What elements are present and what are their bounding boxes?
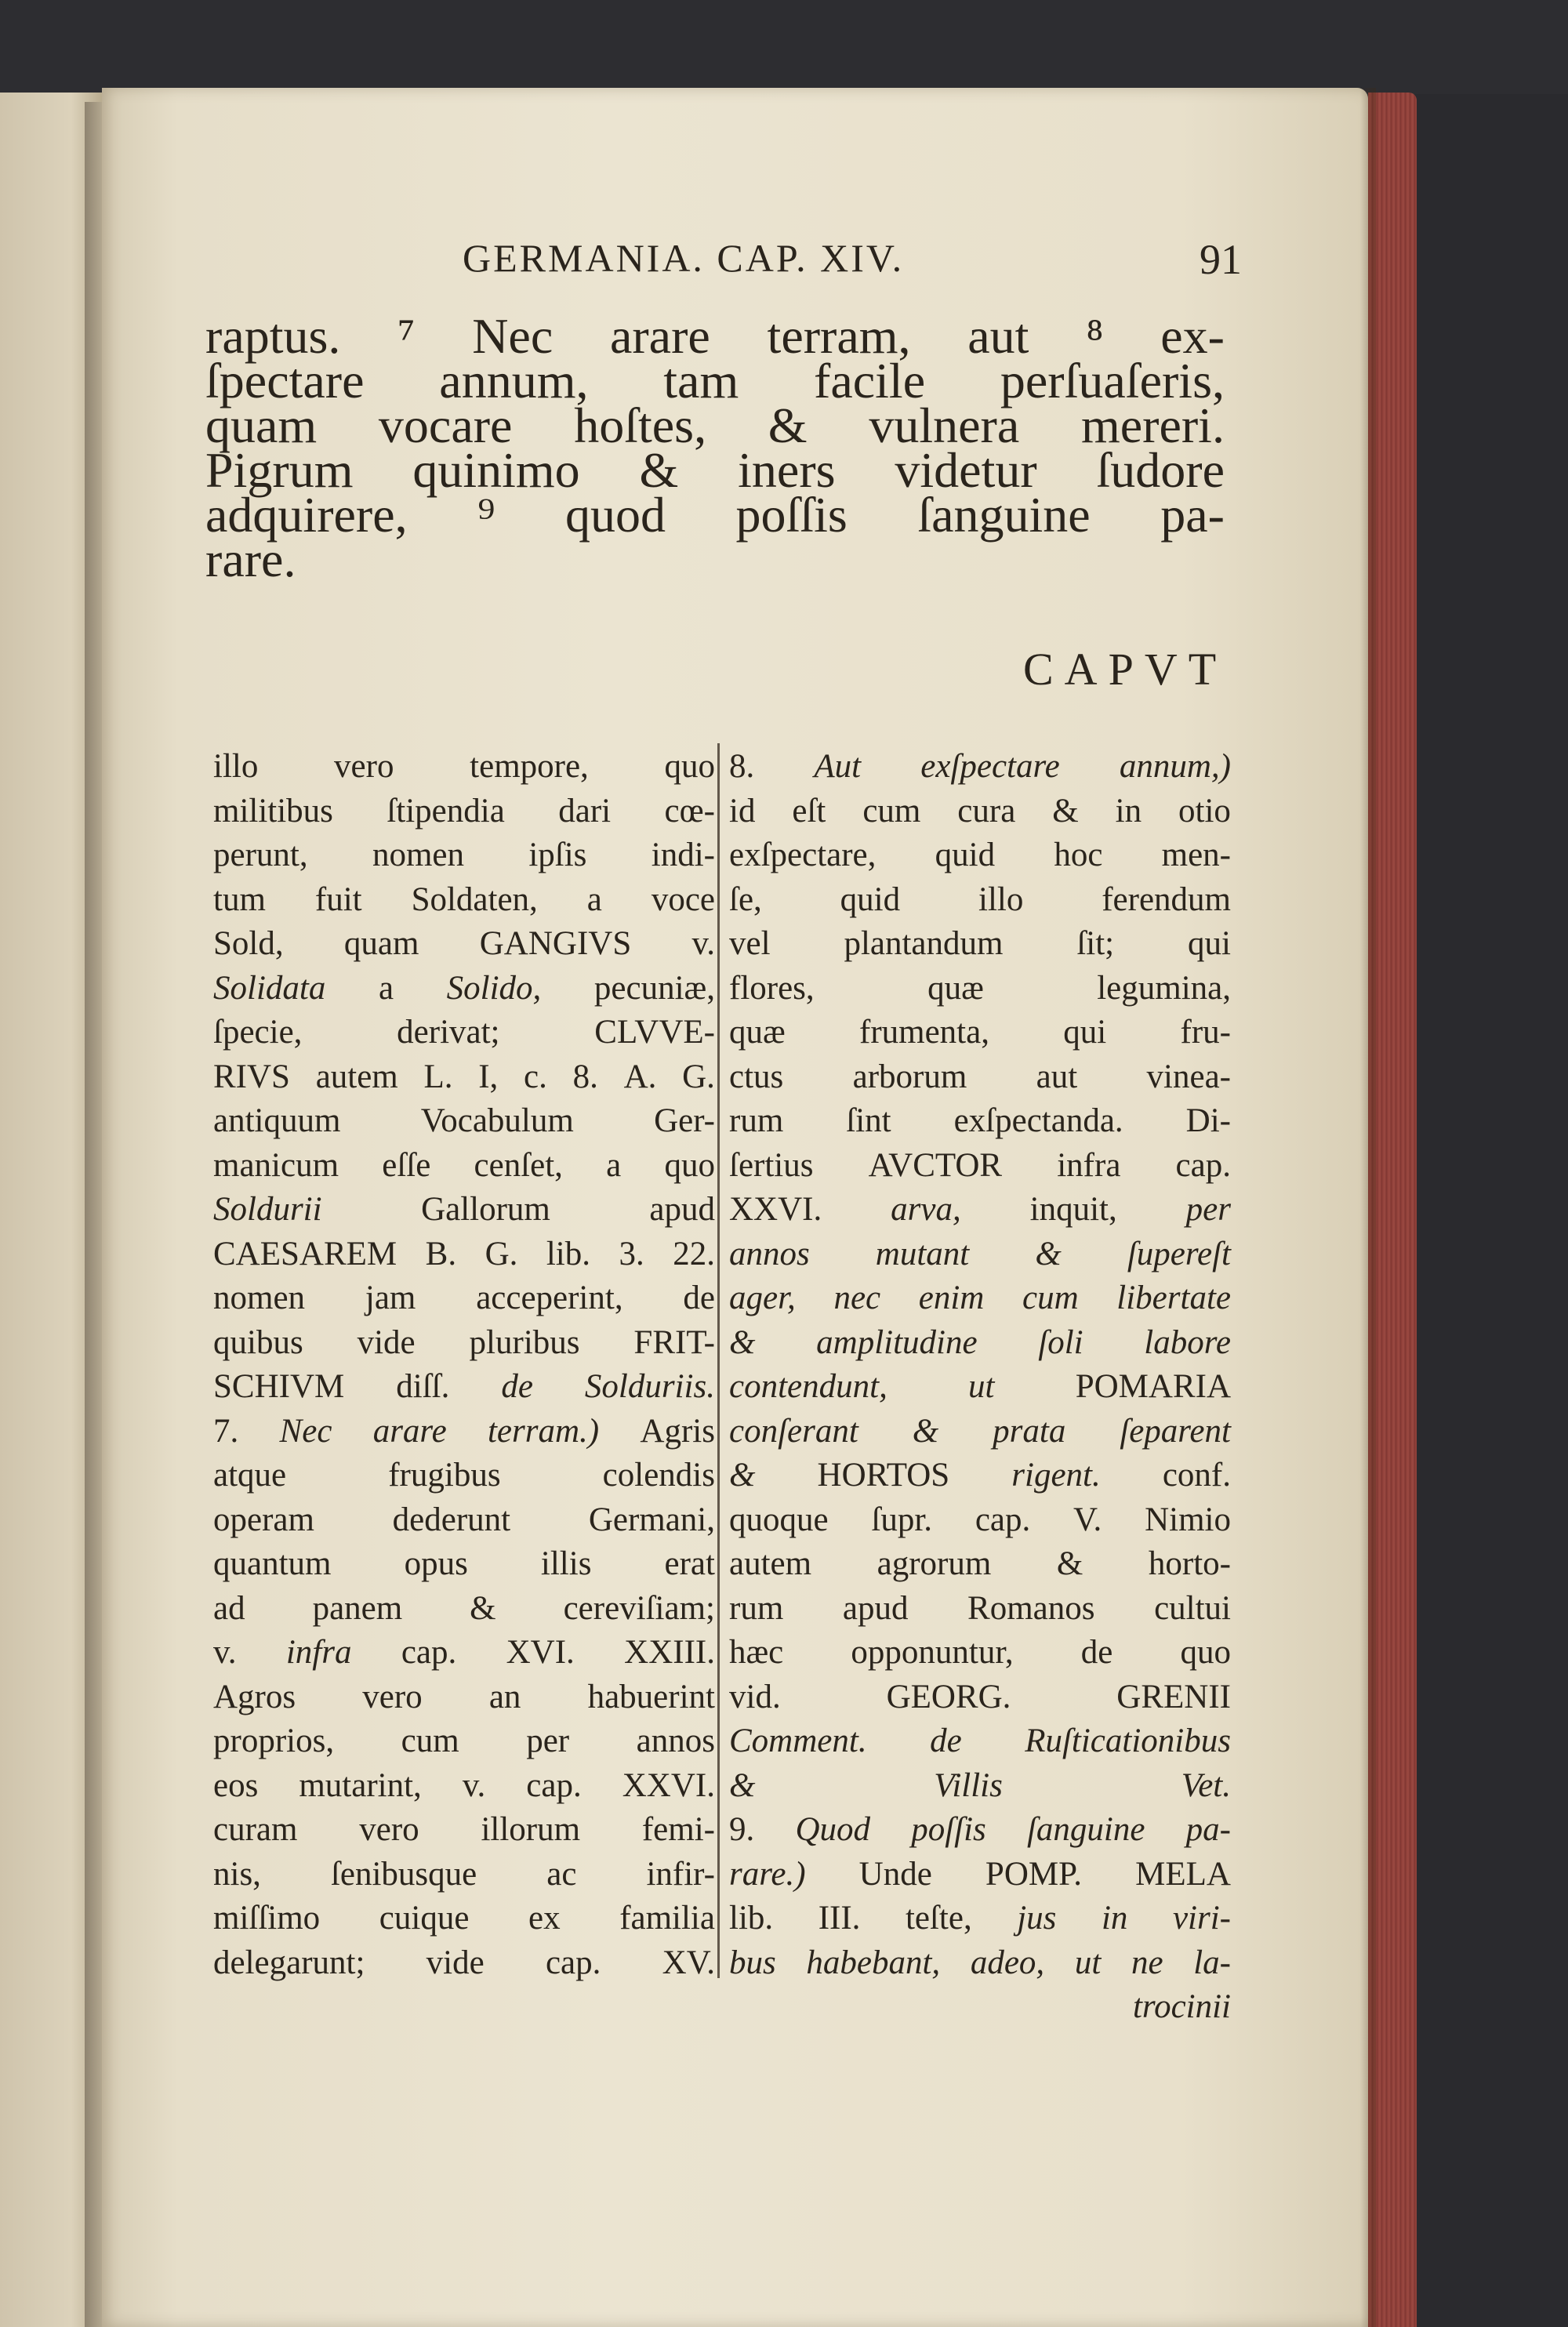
footnote-line: quibus vide pluribus FRIT-: [213, 1323, 715, 1361]
footnote-line: flores, quæ legumina,: [729, 969, 1231, 1007]
main-text-line: rare.: [205, 532, 296, 587]
footnote-line: quoque ſupr. cap. V. Nimio: [729, 1501, 1231, 1538]
footnote-line: RIVS autem L. I, c. 8. A. G.: [213, 1058, 715, 1095]
footnote-line: ſe, quid illo ferendum: [729, 880, 1231, 918]
footnote-line: & HORTOS rigent. conf.: [729, 1457, 1231, 1494]
footnote-line: v. infra cap. XVI. XXIII.: [213, 1634, 715, 1671]
catchword: CAPVT: [1023, 644, 1228, 695]
running-head: [463, 235, 1325, 298]
footnote-line: atque frugibus colendis: [213, 1457, 715, 1494]
footnote-line: lib. III. teſte, jus in viri-: [729, 1900, 1231, 1937]
footnote-line: & Villis Vet.: [729, 1766, 1231, 1804]
footnote-line: vid. GEORG. GRENII: [729, 1678, 1231, 1715]
footnote-line: CAESAREM B. G. lib. 3. 22.: [213, 1235, 715, 1272]
footnote-line: rare.) Unde POMP. MELA: [729, 1855, 1231, 1893]
footnote-line: miſſimo cuique ex familia: [213, 1900, 715, 1937]
footnote-line: annos mutant & ſupereſt: [729, 1235, 1231, 1272]
footnote-line: bus habebant, adeo, ut ne la-: [729, 1944, 1231, 1981]
footnote-line: quantum opus illis erat: [213, 1545, 715, 1582]
running-head-title: GERMANIA. CAP. XIV.: [463, 236, 905, 280]
footnote-line: 8. Aut exſpectare annum,): [729, 748, 1231, 785]
footnote-line: delegarunt; vide cap. XV.: [213, 1944, 715, 1981]
footnotes-left-column: [213, 745, 715, 1985]
footnote-line: Agros vero an habuerint: [213, 1678, 715, 1715]
footnote-line: operam dederunt Germani,: [213, 1501, 715, 1538]
main-text-line: raptus. ⁷ Nec arare terram, aut ⁸ ex-: [205, 308, 1225, 364]
footnote-line: id eſt cum cura & in otio: [729, 792, 1231, 830]
footnote-line: nis, ſenibusque ac infir-: [213, 1855, 715, 1893]
backdrop: [0, 0, 1568, 94]
footnote-line: ad panem & cereviſiam;: [213, 1589, 715, 1627]
page-number: 91: [1200, 236, 1242, 283]
footnote-line: XXVI. arva, inquit, per: [729, 1191, 1231, 1228]
footnote-line: quæ frumenta, qui fru-: [729, 1014, 1231, 1051]
footnote-line: SCHIVM diſſ. de Solduriis.: [213, 1368, 715, 1405]
footnote-line: contendunt, ut POMARIA: [729, 1368, 1231, 1405]
footnote-line: & amplitudine ſoli labore: [729, 1323, 1231, 1361]
footnote-line: ſertius AVCTOR infra cap.: [729, 1146, 1231, 1184]
footnote-line: Solidata a Solido, pecuniæ,: [213, 969, 715, 1007]
footnote-line: rum ſint exſpectanda. Di-: [729, 1102, 1231, 1139]
footnote-line: Soldurii Gallorum apud: [213, 1191, 715, 1228]
main-text-line: adquirere, ⁹ quod poſſis ſanguine pa-: [205, 487, 1225, 543]
footnote-line: perunt, nomen ipſis indi-: [213, 837, 715, 873]
footnote-line: militibus ſtipendia dari cœ-: [213, 792, 715, 830]
footnote-line: conſerant & prata ſeparent: [729, 1412, 1231, 1450]
column-divider: [717, 743, 720, 1978]
footnotes-right-column: [729, 745, 1231, 2030]
main-text-line: Pigrum quinimo & iners videtur ſudore: [205, 442, 1225, 498]
footnote-line: tum fuit Soldaten, a voce: [213, 880, 715, 918]
footnote-line: eos mutarint, v. cap. XXVI.: [213, 1766, 715, 1804]
footnote-line: autem agrorum & horto-: [729, 1545, 1231, 1582]
footnote-line: hæc opponuntur, de quo: [729, 1634, 1231, 1671]
main-text-line: ſpectare annum, tam facile perſuaſeris,: [205, 353, 1225, 408]
footnote-line: ager, nec enim cum libertate: [729, 1280, 1231, 1316]
footnote-line: nomen jam acceperint, de: [213, 1280, 715, 1316]
footnote-line: trocinii: [1132, 1988, 1231, 2025]
footnote-line: manicum eſſe cenſet, a quo: [213, 1146, 715, 1184]
footnote-line: 7. Nec arare terram.) Agris: [213, 1412, 715, 1450]
main-text-block: [205, 308, 1225, 587]
main-text-line: quam vocare hoſtes, & vulnera mereri.: [205, 398, 1225, 453]
footnote-line: antiquum Vocabulum Ger-: [213, 1102, 715, 1139]
page-edge-shadow: [1360, 88, 1376, 2327]
footnote-line: Comment. de Ruſticationibus: [729, 1723, 1231, 1759]
footnote-line: 9. Quod poſſis ſanguine pa-: [729, 1811, 1231, 1848]
footnote-line: illo vero tempore, quo: [213, 748, 715, 785]
footnote-line: Sold, quam GANGIVS v.: [213, 925, 715, 962]
footnote-line: ſpecie, derivat; CLVVE-: [213, 1014, 715, 1051]
footnote-line: exſpectare, quid hoc men-: [729, 837, 1231, 873]
footnote-line: ctus arborum aut vinea-: [729, 1058, 1231, 1095]
footnote-line: vel plantandum ſit; qui: [729, 925, 1231, 962]
footnote-line: rum apud Romanos cultui: [729, 1589, 1231, 1627]
footnote-line: proprios, cum per annos: [213, 1723, 715, 1759]
footnote-line: curam vero illorum femi-: [213, 1811, 715, 1848]
